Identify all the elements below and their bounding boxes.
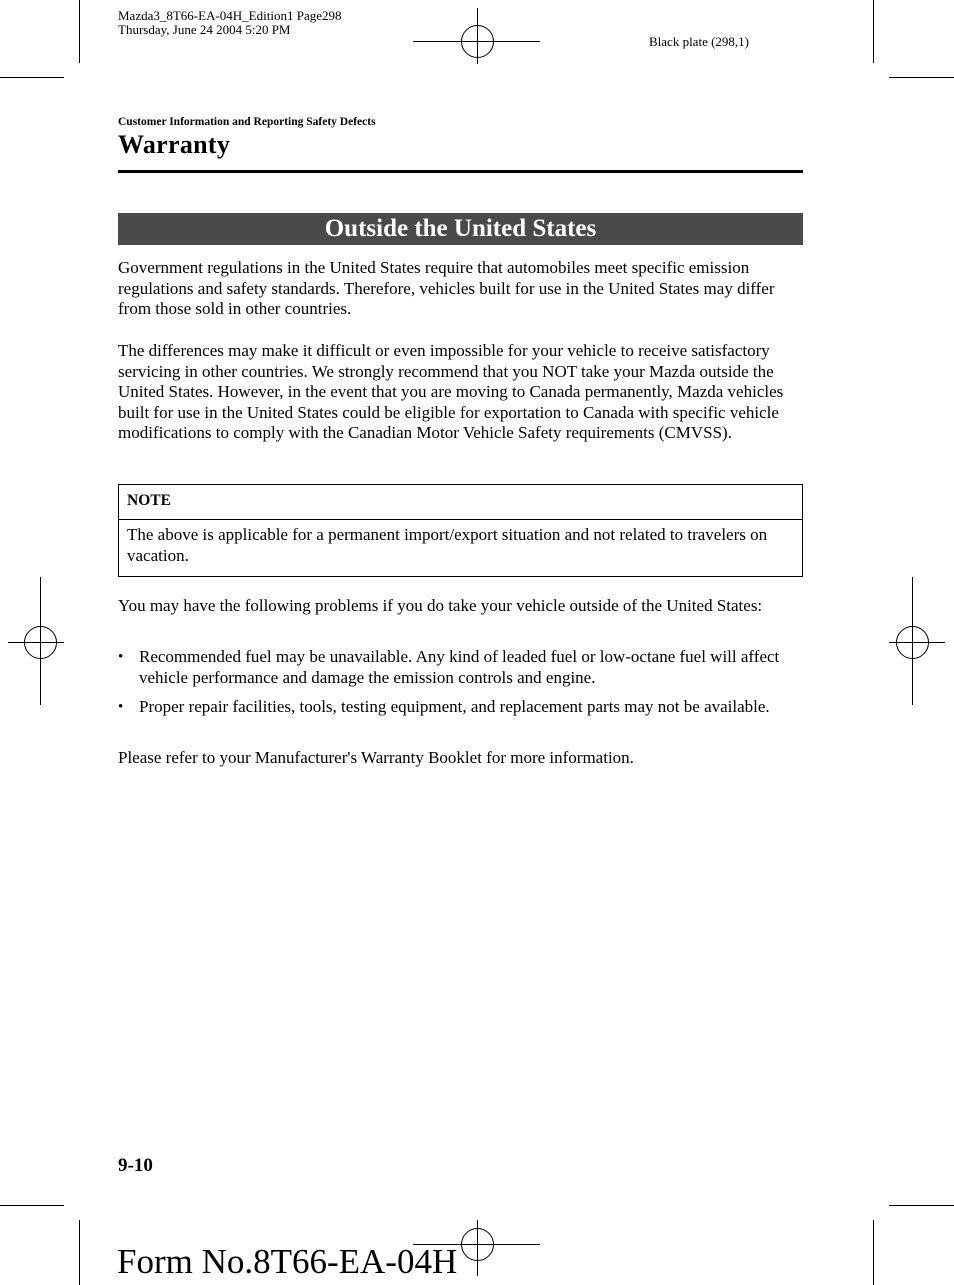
bullet-icon: • <box>118 699 124 715</box>
plate-label: Black plate (298,1) <box>649 34 749 49</box>
list-item <box>118 697 808 739</box>
paragraph-problems-intro: You may have the following problems if you do take your vehicle outside of the United States: <box>118 596 763 615</box>
note-box <box>118 484 803 577</box>
page-title: Warranty <box>118 130 231 159</box>
section-label: Customer Information and Reporting Safety Defects <box>118 116 376 128</box>
paragraph-closing: Please refer to your Manufacturer's Warranty Booklet for more information. <box>118 748 634 767</box>
bullet-icon: • <box>118 649 124 665</box>
slug-line-2: Thursday, June 24 2004 5:20 PM <box>118 22 291 37</box>
file-slug <box>118 9 341 37</box>
list-item-text: Recommended fuel may be unavailable. Any kind of leaded fuel or low-octane fuel will affect vehicle performance and damage the emission controls and engine. <box>139 647 780 687</box>
page-number: 9-10 <box>118 1155 153 1176</box>
paragraph-regulations: Government regulations in the United States require that automobiles meet specific emission regulations and safety standards. Therefore, vehicles built for use in the United States may differ from those sold in other countries. <box>118 258 775 319</box>
paragraph-differences: The differences may make it difficult or even impossible for your vehicle to receive satisfactory servicing in other countries. We strongly recommend that you NOT take your Mazda outside the United States. However, in the event that you are moving to Canada permanently, Mazda vehicles built for use in the United States could be eligible for exportation to Canada with specific vehicle modifications to comply with the Canadian Motor Vehicle Safety requirements (CMVSS). <box>118 341 784 443</box>
title-rule <box>118 170 803 173</box>
form-number: Form No.8T66-EA-04H <box>117 1242 458 1281</box>
note-label: NOTE <box>119 485 802 520</box>
list-item <box>118 647 808 689</box>
note-text: The above is applicable for a permanent import/export situation and not related to travelers on vacation. <box>127 525 768 565</box>
section-heading: Outside the United States <box>118 213 803 245</box>
slug-line-1: Mazda3_8T66-EA-04H_Edition1 Page298 <box>118 8 342 23</box>
list-item-text: Proper repair facilities, tools, testing equipment, and replacement parts may not be available. <box>139 697 770 716</box>
